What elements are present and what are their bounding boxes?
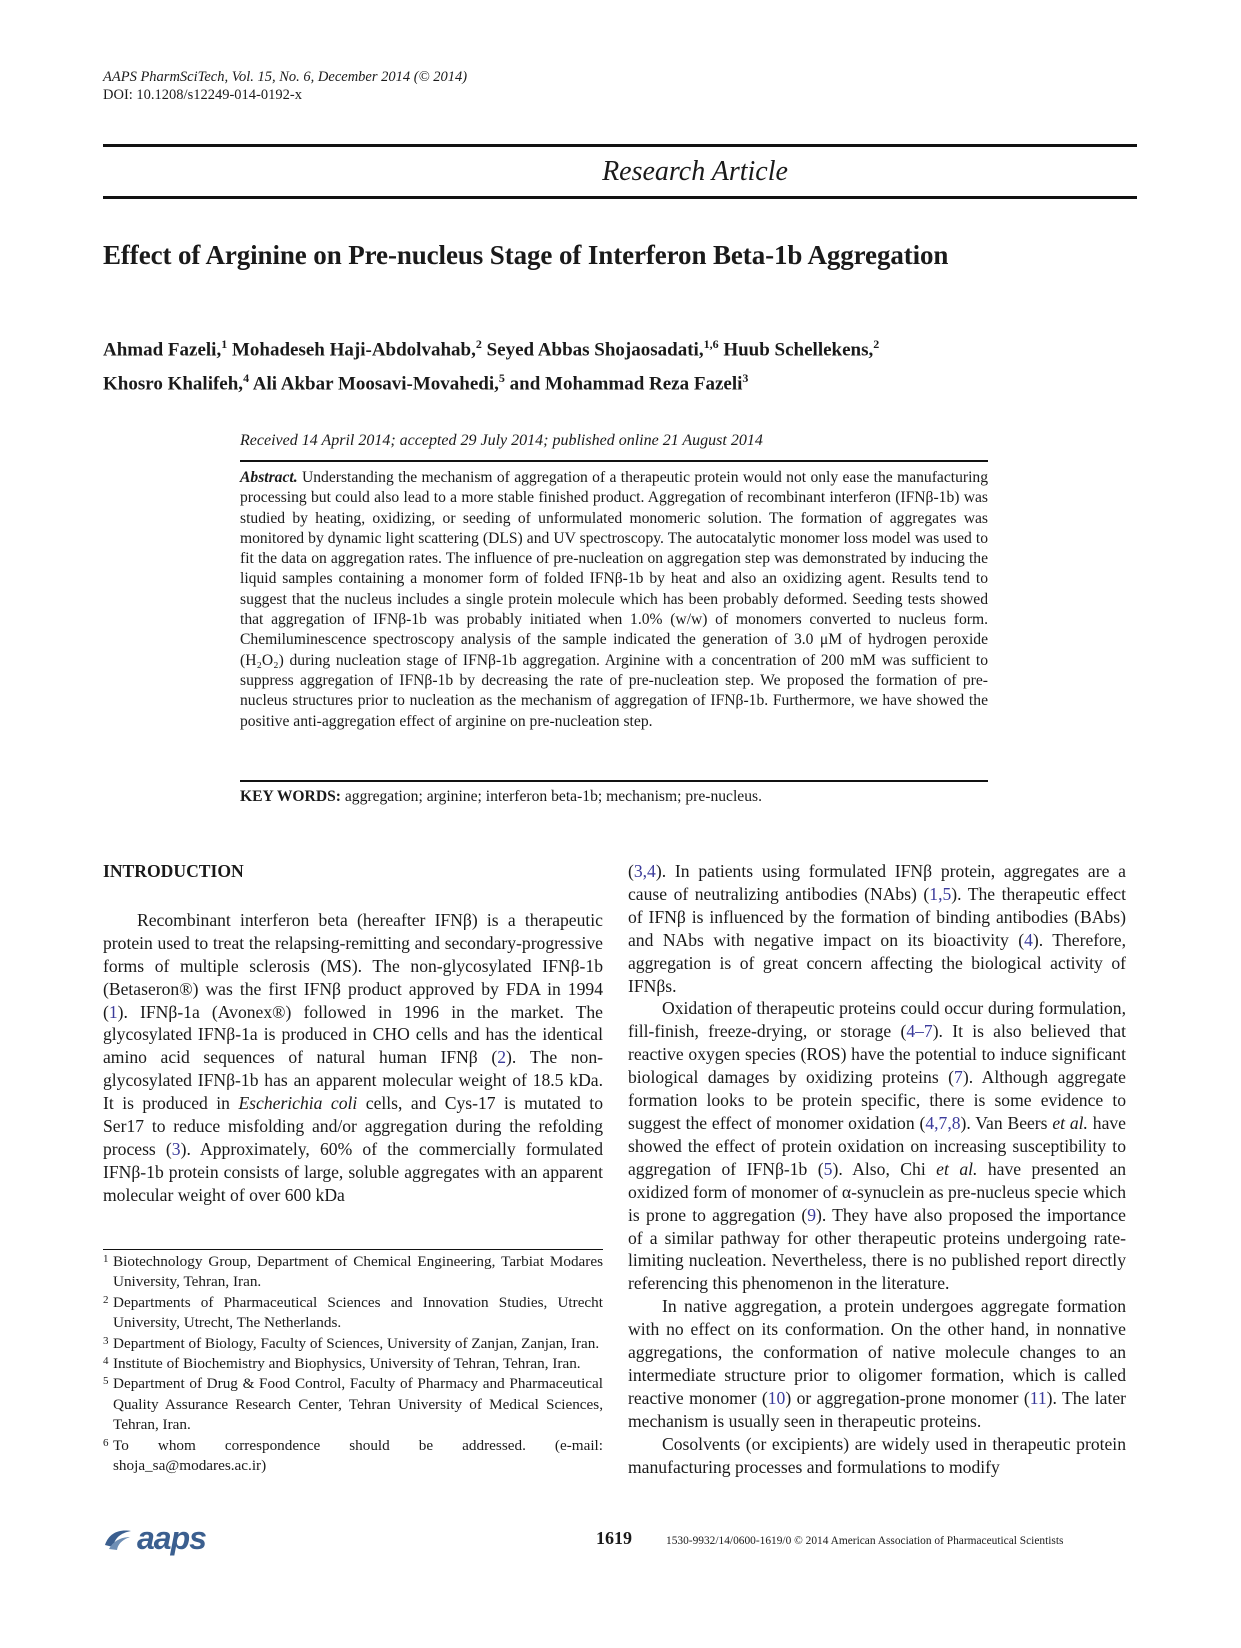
footnote-text: Department of Drug & Food Control, Faculty of Pharmacy and Pharmaceutical Quality Assurance Research Center, Tehran University of Medical Sciences, Tehran, Iran. — [113, 1375, 603, 1434]
footnote — [103, 1293, 603, 1334]
footnote-number: 6 — [103, 1436, 109, 1449]
affiliation-footnotes — [103, 1252, 603, 1476]
citation-link[interactable]: 5 — [823, 1158, 833, 1179]
footnote-text: Biotechnology Group, Department of Chemical Engineering, Tarbiat Modares University, Tehran, Iran. — [113, 1253, 603, 1291]
logo-wordmark: aaps — [137, 1520, 206, 1556]
author: and Mohammad Reza Fazeli — [509, 373, 743, 395]
keywords-text: aggregation; arginine; interferon beta-1b; mechanism; pre-nucleus. — [344, 788, 762, 805]
journal-citation: AAPS PharmSciTech, Vol. 15, No. 6, December 2014 (© 2014) — [103, 69, 468, 85]
right-column — [628, 860, 1126, 1478]
abstract-text: Understanding the mechanism of aggregation of a therapeutic protein would not only ease the manufacturing processing but could also lead to a more stable finished product. Aggregation of recombinant interferon (IFNβ-1b) was studied by heating, oxidizing, or seeding of unformulated monomeric solution. The formation of aggregates was monitored by dynamic light scattering (DLS) and UV spectroscopy. The autocatalytic monomer loss model was used to fit the data on aggregation rates. The influence of pre-nucleation on aggregation step was demonstrated by inducing the liquid samples containing a monomer form of folded IFNβ-1b by heat and also an oxidizing agent. Results tend to suggest that the nucleus includes a single protein molecule which has been probably deformed. Seeding tests showed that aggregation of IFNβ-1b was probably initiated when 1.0% (w/w) of monomers converted to nucleus form. Chemiluminescence spectroscopy analysis of the sample indicated the generation of 3.0 μM of hydrogen peroxide (H₂O₂) during nucleation stage of IFNβ-1b aggregation. Arginine with a concentration of 200 mM was sufficient to suppress aggregation of IFNβ-1b by decreasing the rate of pre-nucleation step. We proposed the formation of pre-nucleus structures prior to nucleation as the mechanism of aggregation of IFNβ-1b. Furthermore, we have showed the positive anti-aggregation effect of arginine on pre-nucleation step. — [240, 469, 988, 730]
text-run: ). Approximately, 60% of the commercially formulated IFNβ-1b protein consists of large, soluble aggregates with an apparent molecular weight of over 600 kDa — [103, 1138, 603, 1205]
aaps-swoosh-icon — [103, 1527, 133, 1551]
aaps-logo — [103, 1520, 206, 1557]
citation-link[interactable]: 11 — [1029, 1387, 1047, 1408]
citation-link[interactable]: 3,4 — [633, 861, 656, 881]
left-column — [103, 860, 603, 1207]
citation-link[interactable]: 4 — [1024, 929, 1033, 950]
author-list — [103, 330, 879, 399]
author: Seyed Abbas Shojaosadati, — [486, 339, 704, 361]
text-run: cells, and Cys-17 is mutated to Ser17 to reduce misfolding and/or aggregation during the refolding process ( — [103, 1093, 603, 1159]
text-run: Recombinant interferon beta (hereafter IFNβ) is a therapeutic protein used to treat the relapsing-remitting and secondary-progressive forms of multiple sclerosis (MS). The non-glycosylated IFNβ-1b (Betaseron®) was the first IFNβ product approved by FDA in 1994 ( — [103, 909, 603, 1022]
intro-paragraph-1-continued — [628, 860, 1126, 997]
text-run: ). The later mechanism is usually seen in therapeutic proteins. — [628, 1387, 1126, 1431]
text-run: ). In patients using formulated IFNβ protein, aggregates are a cause of neutralizing antibodies (NAbs) ( — [628, 861, 1126, 904]
doi[interactable]: DOI: 10.1208/s12249-014-0192-x — [103, 87, 302, 103]
footnote-rule — [103, 1249, 603, 1250]
paper-title: Effect of Arginine on Pre-nucleus Stage of Interferon Beta-1b Aggregation — [103, 240, 949, 270]
intro-paragraph-2 — [628, 997, 1126, 1295]
author-line-2 — [103, 364, 879, 398]
footnote-number: 4 — [103, 1355, 109, 1368]
text-run: ). IFNβ-1a (Avonex®) followed in 1996 in the market. The glycosylated IFNβ-1a is produced in CHO cells and has the identical amino acid sequences of natural human IFNβ ( — [103, 1001, 603, 1068]
author: Ali Akbar Moosavi-Movahedi, — [252, 373, 499, 395]
top-rule — [103, 144, 1137, 147]
citation-link[interactable]: 7 — [954, 1067, 963, 1088]
author: Huub Schellekens, — [723, 339, 874, 361]
citation-link[interactable]: 1,5 — [929, 883, 952, 904]
abstract-label: Abstract. — [240, 469, 298, 486]
section-heading-introduction: INTRODUCTION — [103, 861, 244, 881]
text-run: ). It is also believed that reactive oxygen species (ROS) have the potential to induce significant biological damages by oxidizing proteins ( — [628, 1021, 1126, 1088]
received-dates: Received 14 April 2014; accepted 29 July 2014; published online 21 August 2014 — [240, 432, 763, 449]
page-number: 1619 — [596, 1528, 632, 1548]
text-run: ) or aggregation-prone monomer ( — [785, 1387, 1030, 1408]
citation-link[interactable]: 3 — [171, 1138, 181, 1159]
footnote-text: Department of Biology, Faculty of Sciences, University of Zanjan, Zanjan, Iran. — [113, 1334, 600, 1352]
abstract-bottom-rule — [240, 780, 988, 782]
species-name: Escherichia coli — [238, 1093, 358, 1114]
citation-link[interactable]: 1 — [108, 1001, 118, 1022]
footnote — [103, 1436, 603, 1477]
footnote — [103, 1354, 603, 1374]
text-run: ). Although aggregate formation looks to be protein specific, there is some evidence to suggest the effect of monomer oxidation ( — [628, 1067, 1126, 1133]
author-affiliation: 2 — [873, 337, 880, 351]
author-affiliation: 2 — [475, 337, 482, 351]
abstract-top-rule — [240, 460, 988, 462]
abstract — [240, 468, 988, 732]
author: Khosro Khalifeh, — [103, 373, 244, 395]
footnote — [103, 1252, 603, 1293]
citation-link[interactable]: 10 — [767, 1387, 786, 1408]
article-type: Research Article — [602, 156, 788, 187]
author: Mohadeseh Haji-Abdolvahab, — [231, 339, 476, 361]
citation-link[interactable]: 9 — [807, 1204, 816, 1225]
citation-link[interactable]: 2 — [497, 1047, 506, 1068]
citation-link[interactable]: 4–7 — [906, 1021, 933, 1042]
author-line-1 — [103, 330, 879, 364]
text-run: In native aggregation, a protein undergoes aggregate formation with no effect on its conformation. On the other hand, in nonnative aggregations, the conformation of native molecule changes to an intermediate structure prior to oligomer formation, which is called reactive monomer ( — [628, 1296, 1126, 1408]
text-run: ). The therapeutic effect of IFNβ is influenced by the formation of binding antibodies (BAbs) and NAbs with negative impact on its bioactivity ( — [628, 883, 1126, 950]
footnote-text: Institute of Biochemistry and Biophysics, University of Tehran, Tehran, Iran. — [113, 1355, 581, 1373]
intro-paragraph-1 — [103, 909, 603, 1207]
citation-link[interactable]: 4,7,8 — [925, 1112, 961, 1133]
author: Ahmad Fazeli, — [103, 339, 222, 361]
copyright-line: 1530-9932/14/0600-1619/0 © 2014 American Association of Pharmaceutical Scientists — [666, 1535, 1064, 1547]
text-run: ). Van Beers — [960, 1112, 1053, 1133]
article-type-rule — [103, 196, 1137, 199]
text-run: Oxidation of therapeutic proteins could occur during formulation, fill-finish, freeze-drying, or storage ( — [628, 998, 1126, 1042]
text-run: have presented an oxidized form of monomer of α-synuclein as pre-nucleus specie which is prone to aggregation ( — [628, 1158, 1126, 1225]
intro-paragraph-4: Cosolvents (or excipients) are widely used in therapeutic protein manufacturing processes and formulations to modify — [628, 1433, 1126, 1477]
footnote-text: To whom correspondence should be addressed. (e-mail: shoja_sa@modares.ac.ir) — [113, 1436, 603, 1475]
intro-paragraph-3 — [628, 1295, 1126, 1432]
footnote-number: 5 — [103, 1375, 109, 1388]
author-affiliation: 5 — [498, 371, 505, 386]
author-affiliation: 3 — [742, 371, 749, 386]
footnote — [103, 1334, 603, 1354]
keywords-label: KEY WORDS: — [240, 788, 341, 805]
et-al: et al. — [1052, 1112, 1088, 1133]
author-affiliation: 1 — [221, 337, 228, 351]
author-affiliation: 4 — [243, 371, 250, 386]
footnote-number: 2 — [103, 1293, 109, 1306]
journal-header — [103, 68, 467, 104]
text-run: have showed the effect of protein oxidation on increasing susceptibility to aggregation of IFNβ-1b ( — [628, 1112, 1126, 1179]
text-run: ). They have also proposed the importance of a similar pathway for other therapeutic proteins undergoing rate-limiting nucleation. Nevertheless, there is no published report directly referencing this phenomenon in the literature. — [628, 1204, 1126, 1294]
footnote-number: 1 — [103, 1253, 109, 1265]
footnote-number: 3 — [103, 1334, 109, 1347]
keywords — [240, 788, 762, 806]
text-run: ). Therefore, aggregation is of great concern affecting the biological activity of IFNβs. — [628, 929, 1126, 996]
footnote-text: Departments of Pharmaceutical Sciences and Innovation Studies, Utrecht University, Utrecht, The Netherlands. — [113, 1293, 603, 1332]
text-run: ). The non-glycosylated IFNβ-1b has an apparent molecular weight of 18.5 kDa. It is produced in — [103, 1047, 603, 1114]
author-affiliation: 1,6 — [703, 337, 719, 351]
footnote — [103, 1374, 603, 1435]
text-run: ). Also, Chi — [832, 1158, 937, 1179]
et-al: et al. — [936, 1158, 978, 1179]
text-run: ( — [628, 861, 634, 881]
